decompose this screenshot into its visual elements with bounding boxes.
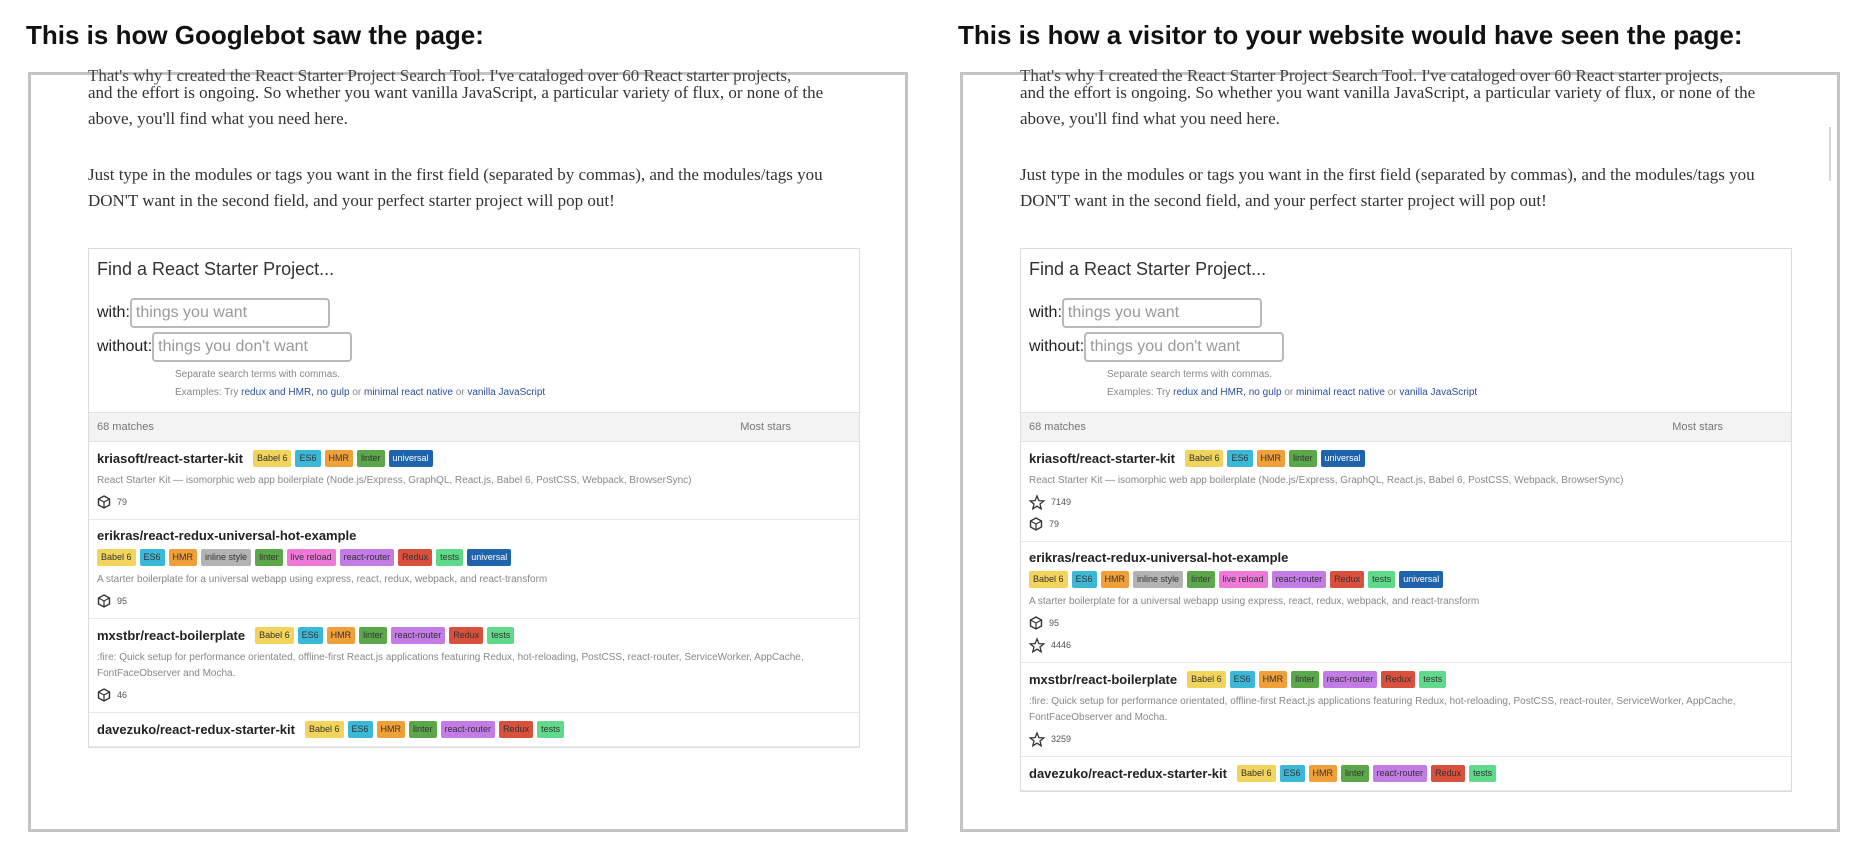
results-list <box>1021 442 1791 791</box>
intro-paragraph: and the effort is ongoing. So whether you want vanilla JavaScript, a particular variety of flux, or none of the above, you'll find what you need here. <box>88 83 824 128</box>
match-count: 68 matches <box>1029 421 1086 433</box>
tag-badge[interactable]: HMR <box>325 450 354 467</box>
tag-badge[interactable]: react-router <box>391 627 446 644</box>
stat-value: 95 <box>1049 618 1060 628</box>
tag-badge[interactable]: HMR <box>327 627 356 644</box>
tag-badge[interactable]: ES6 <box>298 627 323 644</box>
fork-icon <box>1029 517 1043 531</box>
search-hint: Separate search terms with commas. <box>175 369 341 380</box>
tag-badge[interactable]: react-router <box>1323 671 1378 688</box>
tag-badge[interactable]: Babel 6 <box>1185 450 1224 467</box>
fork-count <box>97 592 851 610</box>
with-label: with: <box>97 304 130 321</box>
tag-badge[interactable]: Babel 6 <box>305 721 344 738</box>
tag-badge[interactable]: HMR <box>1101 571 1130 588</box>
stat-value: 79 <box>117 497 128 507</box>
tag-badge[interactable]: tests <box>487 627 514 644</box>
tag-badge[interactable]: linter <box>1289 450 1317 467</box>
fork-count <box>97 493 851 511</box>
result-row <box>1021 442 1791 542</box>
fork-count <box>1029 614 1783 632</box>
example-link-react-native[interactable]: minimal react native <box>1296 387 1385 398</box>
star-icon <box>1029 495 1045 510</box>
without-input[interactable] <box>152 332 352 362</box>
result-row <box>1021 663 1791 757</box>
tag-badge[interactable]: Redux <box>1431 765 1465 782</box>
tag-badge[interactable]: HMR <box>169 549 198 566</box>
cut-off-text-line: That's why I created the React Starter Project Search Tool. I've cataloged over 60 React starter projects, <box>1020 66 1724 85</box>
tag-badge[interactable]: live reload <box>1219 571 1268 588</box>
fork-icon <box>97 594 111 608</box>
search-card-title: Find a React Starter Project... <box>1029 259 1267 279</box>
result-name-link[interactable]: mxstbr/react-boilerplate <box>97 628 246 643</box>
tag-badge[interactable]: react-router <box>340 549 395 566</box>
fork-count <box>97 686 851 704</box>
tag-badge[interactable]: ES6 <box>1072 571 1097 588</box>
tag-badge[interactable]: Redux <box>1381 671 1415 688</box>
tag-badge[interactable]: inline style <box>201 549 251 566</box>
tag-badge[interactable]: tests <box>537 721 564 738</box>
result-description: React Starter Kit — isomorphic web app boilerplate (Node.js/Express, GraphQL, React.js, Babel 6, PostCSS, Webpack, BrowserSync) <box>97 475 692 486</box>
tag-badge[interactable]: tests <box>1419 671 1446 688</box>
result-row <box>89 442 859 520</box>
result-row <box>89 713 859 747</box>
fork-icon <box>97 495 111 509</box>
tag-badge[interactable]: react-router <box>1272 571 1327 588</box>
tag-badge[interactable]: Redux <box>449 627 483 644</box>
result-name-link[interactable]: kriasoft/react-starter-kit <box>97 451 243 466</box>
tag-badge[interactable]: linter <box>1187 571 1215 588</box>
example-link-redux-hmr[interactable]: redux and HMR, no gulp <box>1173 387 1282 398</box>
star-count <box>1029 636 1783 654</box>
result-row <box>1021 542 1791 663</box>
example-link-vanilla-js[interactable]: vanilla JavaScript <box>1399 387 1478 398</box>
result-row <box>1021 757 1791 791</box>
tag-badge[interactable]: Redux <box>1330 571 1364 588</box>
without-label: without: <box>1029 338 1085 355</box>
fork-icon <box>1029 616 1043 630</box>
result-row <box>89 619 859 713</box>
sort-selector[interactable]: Most stars <box>740 421 791 433</box>
example-link-redux-hmr[interactable]: redux and HMR, no gulp <box>241 387 350 398</box>
result-description: A starter boilerplate for a universal webapp using express, react, redux, webpack, and react-transform <box>1029 596 1480 607</box>
tag-badge[interactable]: live reload <box>287 549 336 566</box>
examples-or: or <box>1384 387 1400 398</box>
tag-badge[interactable]: ES6 <box>295 450 320 467</box>
fork-count <box>1029 515 1783 533</box>
tag-badge[interactable]: linter <box>1341 765 1369 782</box>
tag-badge[interactable]: Babel 6 <box>1237 765 1276 782</box>
page-content <box>88 66 860 748</box>
tag-badge[interactable]: tests <box>1469 765 1496 782</box>
googlebot-render-frame <box>28 66 908 832</box>
tag-badge[interactable]: HMR <box>377 721 406 738</box>
search-card-title: Find a React Starter Project... <box>97 259 335 279</box>
tag-badge[interactable]: linter <box>409 721 437 738</box>
with-input[interactable] <box>1062 298 1262 328</box>
result-description: :fire: Quick setup for performance orientated, offline-first React.js applications featuring Redux, hot-reloading, PostCSS, react-router, ServiceWorker, AppCache, FontFaceObserver and Mocha. <box>97 652 804 679</box>
result-name-link[interactable]: davezuko/react-redux-starter-kit <box>1029 766 1227 781</box>
search-card <box>1020 248 1792 792</box>
instructions-paragraph: Just type in the modules or tags you want in the first field (separated by commas), and the modules/tags you DON'T want in the second field, and your perfect starter project will pop out! <box>1020 165 1755 210</box>
tag-badge[interactable]: universal <box>467 549 511 566</box>
tag-badge[interactable]: tests <box>436 549 463 566</box>
without-input[interactable] <box>1084 332 1284 362</box>
result-name-link[interactable]: erikras/react-redux-universal-hot-example <box>97 528 357 543</box>
tag-badge[interactable]: inline style <box>1133 571 1183 588</box>
tag-badge[interactable]: universal <box>389 450 433 467</box>
result-name-link[interactable]: mxstbr/react-boilerplate <box>1029 672 1178 687</box>
tag-badge[interactable]: universal <box>1399 571 1443 588</box>
tag-badge[interactable]: ES6 <box>1227 450 1252 467</box>
tag-badge[interactable]: HMR <box>1257 450 1286 467</box>
examples-or: or <box>349 387 364 398</box>
result-description: :fire: Quick setup for performance orientated, offline-first React.js applications featuring Redux, hot-reloading, PostCSS, react-router, ServiceWorker, AppCache, FontFaceObserver and Mocha. <box>1029 696 1736 723</box>
match-count: 68 matches <box>97 421 154 433</box>
examples-prefix: Examples: Try <box>175 387 242 398</box>
search-examples <box>175 384 851 402</box>
star-count <box>1029 730 1783 748</box>
tag-badge[interactable]: linter <box>255 549 283 566</box>
tag-badge[interactable]: Babel 6 <box>1187 671 1226 688</box>
tag-badge[interactable]: HMR <box>1259 671 1288 688</box>
tag-badge[interactable]: ES6 <box>1230 671 1255 688</box>
tag-badge[interactable]: ES6 <box>1280 765 1305 782</box>
result-name-link[interactable]: kriasoft/react-starter-kit <box>1029 451 1175 466</box>
stat-value: 95 <box>117 596 128 606</box>
stat-value: 79 <box>1049 519 1060 529</box>
fork-icon <box>97 688 111 702</box>
example-link-react-native[interactable]: minimal react native <box>364 387 453 398</box>
with-label: with: <box>1029 304 1062 321</box>
tag-badge[interactable]: react-router <box>441 721 496 738</box>
tag-badge[interactable]: universal <box>1321 450 1365 467</box>
tag-badge[interactable]: Babel 6 <box>255 627 294 644</box>
search-hint: Separate search terms with commas. <box>1107 369 1273 380</box>
results-bar <box>1021 412 1791 442</box>
stat-value: 7149 <box>1051 497 1072 507</box>
results-list <box>89 442 859 747</box>
examples-or: or <box>452 387 468 398</box>
tag-badge[interactable]: linter <box>357 450 385 467</box>
tag-badge[interactable]: HMR <box>1309 765 1338 782</box>
result-row <box>89 520 859 619</box>
star-icon <box>1029 732 1045 747</box>
examples-or: or <box>1281 387 1296 398</box>
tag-badge[interactable]: tests <box>1368 571 1395 588</box>
tag-badge[interactable]: Babel 6 <box>1029 571 1068 588</box>
with-input[interactable] <box>130 298 330 328</box>
star-icon <box>1029 638 1045 653</box>
tag-badge[interactable]: linter <box>359 627 387 644</box>
tag-badge[interactable]: Redux <box>499 721 533 738</box>
tag-badge[interactable]: Babel 6 <box>253 450 292 467</box>
instructions-paragraph: Just type in the modules or tags you want in the first field (separated by commas), and the modules/tags you DON'T want in the second field, and your perfect starter project will pop out! <box>88 165 823 210</box>
visitor-caption: This is how a visitor to your website would have seen the page: <box>958 20 1743 50</box>
without-label: without: <box>97 338 153 355</box>
result-description: React Starter Kit — isomorphic web app boilerplate (Node.js/Express, GraphQL, React.js, Babel 6, PostCSS, Webpack, BrowserSync) <box>1029 475 1624 486</box>
result-description: A starter boilerplate for a universal webapp using express, react, redux, webpack, and react-transform <box>97 574 548 585</box>
tag-badge[interactable]: react-router <box>1373 765 1428 782</box>
example-link-vanilla-js[interactable]: vanilla JavaScript <box>467 387 546 398</box>
visitor-render-frame <box>960 66 1840 832</box>
result-name-link[interactable]: erikras/react-redux-universal-hot-example <box>1029 550 1289 565</box>
tag-badge[interactable]: ES6 <box>348 721 373 738</box>
result-name-link[interactable]: davezuko/react-redux-starter-kit <box>97 722 295 737</box>
examples-prefix: Examples: Try <box>1107 387 1174 398</box>
tag-badge[interactable]: linter <box>1291 671 1319 688</box>
stat-value: 3259 <box>1051 734 1072 744</box>
search-card <box>88 248 860 748</box>
intro-paragraph: and the effort is ongoing. So whether you want vanilla JavaScript, a particular variety of flux, or none of the above, you'll find what you need here. <box>1020 83 1756 128</box>
tag-badge[interactable]: Babel 6 <box>97 549 136 566</box>
page-content <box>1020 66 1792 792</box>
stat-value: 46 <box>117 690 128 700</box>
search-examples <box>1107 384 1783 402</box>
tag-badge[interactable]: Redux <box>398 549 432 566</box>
tag-badge[interactable]: ES6 <box>140 549 165 566</box>
star-count <box>1029 493 1783 511</box>
stat-value: 4446 <box>1051 640 1072 650</box>
scrollbar[interactable] <box>1829 127 1831 181</box>
cut-off-text-line: That's why I created the React Starter Project Search Tool. I've cataloged over 60 React starter projects, <box>88 66 792 85</box>
googlebot-caption: This is how Googlebot saw the page: <box>26 20 484 50</box>
sort-selector[interactable]: Most stars <box>1672 421 1723 433</box>
results-bar <box>89 412 859 442</box>
